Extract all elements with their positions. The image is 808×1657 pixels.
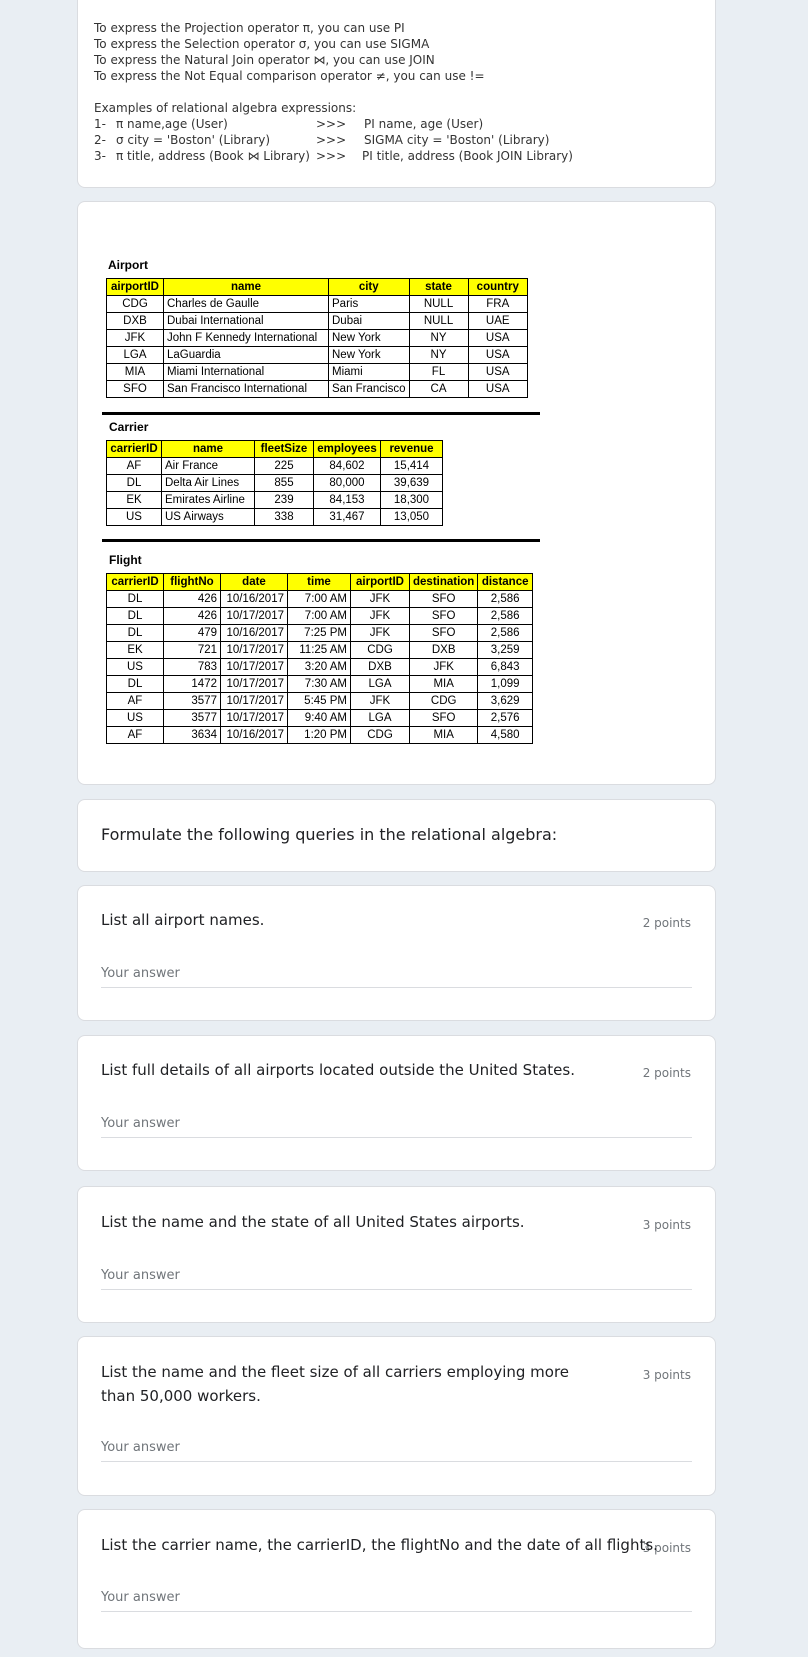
table-cell: MIA	[410, 676, 478, 693]
col-header: carrierID	[107, 441, 162, 458]
table-cell: 10/17/2017	[221, 608, 288, 625]
table-cell: LaGuardia	[164, 347, 329, 364]
table-cell: CA	[409, 381, 468, 398]
table-cell: CDG	[351, 727, 410, 744]
table-cell: Dubai	[329, 313, 410, 330]
carrier-table-title: Carrier	[109, 420, 149, 434]
table-cell: USA	[468, 381, 527, 398]
table-cell: 39,639	[381, 475, 443, 492]
table-cell: 2,586	[478, 591, 533, 608]
table-cell: 721	[164, 642, 221, 659]
table-cell: AF	[107, 458, 162, 475]
flight-table-title: Flight	[109, 553, 142, 567]
question-card	[77, 1186, 716, 1323]
table-row	[107, 296, 528, 313]
table-row	[107, 710, 533, 727]
table-cell: 10/16/2017	[221, 727, 288, 744]
table-cell: 426	[164, 608, 221, 625]
col-header: fleetSize	[255, 441, 314, 458]
col-header: name	[162, 441, 255, 458]
table-divider	[102, 412, 540, 415]
col-header: airportID	[107, 279, 164, 296]
points-label: 2 points	[642, 916, 691, 930]
table-cell: EK	[107, 492, 162, 509]
col-header: distance	[478, 574, 533, 591]
table-cell: 84,602	[314, 458, 381, 475]
table-cell: SFO	[410, 591, 478, 608]
table-row	[107, 608, 533, 625]
table-cell: DXB	[107, 313, 164, 330]
table-cell: UAE	[468, 313, 527, 330]
table-cell: 225	[255, 458, 314, 475]
table-cell: JFK	[351, 591, 410, 608]
instruction-line: To express the Projection operator π, you can use PI	[94, 21, 405, 35]
table-cell: 10/16/2017	[221, 591, 288, 608]
table-cell: CDG	[410, 693, 478, 710]
table-row	[107, 727, 533, 744]
question-card	[77, 1509, 716, 1649]
question-card	[77, 1035, 716, 1171]
table-row	[107, 625, 533, 642]
table-cell: AF	[107, 693, 164, 710]
table-cell: 7:30 AM	[288, 676, 351, 693]
table-cell: US	[107, 710, 164, 727]
table-row	[107, 591, 533, 608]
col-header: city	[329, 279, 410, 296]
instruction-line: To express the Natural Join operator ⋈, you can use JOIN	[94, 53, 435, 67]
answer-input[interactable]: Your answer	[101, 1268, 692, 1290]
table-cell: FRA	[468, 296, 527, 313]
carrier-table	[106, 440, 443, 526]
table-cell: 84,153	[314, 492, 381, 509]
table-cell: 7:25 PM	[288, 625, 351, 642]
question-text: List all airport names.	[101, 911, 265, 929]
table-cell: 1,099	[478, 676, 533, 693]
col-header: name	[164, 279, 329, 296]
table-cell: LGA	[107, 347, 164, 364]
table-row	[107, 364, 528, 381]
table-cell: MIA	[410, 727, 478, 744]
col-header: flightNo	[164, 574, 221, 591]
table-row	[107, 659, 533, 676]
table-cell: 7:00 AM	[288, 591, 351, 608]
table-cell: 3,629	[478, 693, 533, 710]
col-header: revenue	[381, 441, 443, 458]
table-row	[107, 330, 528, 347]
table-cell: Delta Air Lines	[162, 475, 255, 492]
flight-table	[106, 573, 533, 744]
table-cell: DL	[107, 608, 164, 625]
points-label: 2 points	[642, 1066, 691, 1080]
table-cell: JFK	[351, 693, 410, 710]
table-cell: SFO	[107, 381, 164, 398]
table-cell: 5:45 PM	[288, 693, 351, 710]
col-header: airportID	[351, 574, 410, 591]
airport-table	[106, 278, 528, 398]
table-cell: 13,050	[381, 509, 443, 526]
table-cell: 10/17/2017	[221, 659, 288, 676]
table-cell: DL	[107, 625, 164, 642]
table-row	[107, 509, 443, 526]
table-cell: US Airways	[162, 509, 255, 526]
table-cell: CDG	[107, 296, 164, 313]
table-cell: USA	[468, 364, 527, 381]
table-cell: Miami	[329, 364, 410, 381]
table-row	[107, 492, 443, 509]
points-label: 3 points	[642, 1218, 691, 1232]
col-header: country	[468, 279, 527, 296]
table-cell: SFO	[410, 625, 478, 642]
table-cell: 3577	[164, 710, 221, 727]
table-cell: Emirates Airline	[162, 492, 255, 509]
table-cell: EK	[107, 642, 164, 659]
points-label: 3 points	[642, 1541, 691, 1555]
table-cell: 3634	[164, 727, 221, 744]
table-cell: DL	[107, 591, 164, 608]
col-header: time	[288, 574, 351, 591]
table-cell: DXB	[351, 659, 410, 676]
table-row	[107, 642, 533, 659]
table-row	[107, 347, 528, 364]
table-cell: 10/17/2017	[221, 693, 288, 710]
table-cell: 2,576	[478, 710, 533, 727]
table-row	[107, 381, 528, 398]
table-cell: 3,259	[478, 642, 533, 659]
table-cell: Dubai International	[164, 313, 329, 330]
table-row	[107, 313, 528, 330]
table-cell: John F Kennedy International	[164, 330, 329, 347]
table-cell: 9:40 AM	[288, 710, 351, 727]
table-cell: MIA	[107, 364, 164, 381]
table-cell: 3577	[164, 693, 221, 710]
table-cell: 239	[255, 492, 314, 509]
table-cell: NY	[409, 347, 468, 364]
table-cell: 10/17/2017	[221, 676, 288, 693]
table-cell: New York	[329, 330, 410, 347]
table-cell: FL	[409, 364, 468, 381]
table-cell: 80,000	[314, 475, 381, 492]
table-cell: NULL	[409, 313, 468, 330]
table-divider	[102, 539, 540, 542]
col-header: employees	[314, 441, 381, 458]
instruction-line: To express the Not Equal comparison operator ≠, you can use !=	[94, 69, 485, 83]
question-card	[77, 885, 716, 1021]
airport-table-title: Airport	[108, 258, 148, 272]
section-title: Formulate the following queries in the relational algebra:	[101, 825, 558, 844]
table-cell: Miami International	[164, 364, 329, 381]
table-row	[107, 475, 443, 492]
table-cell: 2,586	[478, 625, 533, 642]
table-cell: 783	[164, 659, 221, 676]
table-row	[107, 458, 443, 475]
table-cell: Charles de Gaulle	[164, 296, 329, 313]
points-label: 3 points	[642, 1368, 691, 1382]
table-cell: 15,414	[381, 458, 443, 475]
table-cell: 1472	[164, 676, 221, 693]
answer-input[interactable]: Your answer	[101, 1440, 692, 1462]
table-cell: 18,300	[381, 492, 443, 509]
table-cell: 31,467	[314, 509, 381, 526]
table-cell: 10/17/2017	[221, 642, 288, 659]
table-cell: SFO	[410, 608, 478, 625]
table-cell: 6,843	[478, 659, 533, 676]
table-cell: 7:00 AM	[288, 608, 351, 625]
col-header: state	[409, 279, 468, 296]
answer-input[interactable]: Your answer	[101, 966, 692, 988]
question-text: List the name and the state of all United States airports.	[101, 1213, 525, 1231]
col-header: date	[221, 574, 288, 591]
table-cell: DL	[107, 475, 162, 492]
table-cell: NY	[409, 330, 468, 347]
table-cell: LGA	[351, 710, 410, 727]
table-cell: DL	[107, 676, 164, 693]
table-cell: 3:20 AM	[288, 659, 351, 676]
table-cell: Paris	[329, 296, 410, 313]
table-row	[107, 693, 533, 710]
table-cell: 10/16/2017	[221, 625, 288, 642]
table-cell: JFK	[107, 330, 164, 347]
answer-input[interactable]: Your answer	[101, 1116, 692, 1138]
table-cell: NULL	[409, 296, 468, 313]
table-cell: AF	[107, 727, 164, 744]
table-cell: New York	[329, 347, 410, 364]
table-cell: CDG	[351, 642, 410, 659]
table-cell: USA	[468, 347, 527, 364]
col-header: destination	[410, 574, 478, 591]
table-cell: Air France	[162, 458, 255, 475]
instruction-line: To express the Selection operator σ, you can use SIGMA	[94, 37, 430, 51]
table-cell: 479	[164, 625, 221, 642]
table-cell: 855	[255, 475, 314, 492]
question-text: List the carrier name, the carrierID, the flightNo and the date of all flights.	[101, 1536, 658, 1554]
instructions-text	[94, 20, 485, 84]
table-cell: US	[107, 509, 162, 526]
table-row	[107, 676, 533, 693]
table-cell: SFO	[410, 710, 478, 727]
table-cell: US	[107, 659, 164, 676]
table-cell: 1:20 PM	[288, 727, 351, 744]
table-cell: 11:25 AM	[288, 642, 351, 659]
answer-input[interactable]: Your answer	[101, 1590, 692, 1612]
table-cell: 338	[255, 509, 314, 526]
col-header: carrierID	[107, 574, 164, 591]
table-cell: 2,586	[478, 608, 533, 625]
table-cell: 4,580	[478, 727, 533, 744]
table-cell: JFK	[410, 659, 478, 676]
table-cell: JFK	[351, 625, 410, 642]
table-cell: DXB	[410, 642, 478, 659]
question-text: List full details of all airports located outside the United States.	[101, 1061, 575, 1079]
question-text: List the name and the fleet size of all carriers employing more than 50,000 workers.	[101, 1363, 570, 1405]
table-cell: 426	[164, 591, 221, 608]
table-cell: 10/17/2017	[221, 710, 288, 727]
table-cell: JFK	[351, 608, 410, 625]
table-cell: LGA	[351, 676, 410, 693]
table-cell: San Francisco	[329, 381, 410, 398]
table-cell: USA	[468, 330, 527, 347]
table-cell: San Francisco International	[164, 381, 329, 398]
